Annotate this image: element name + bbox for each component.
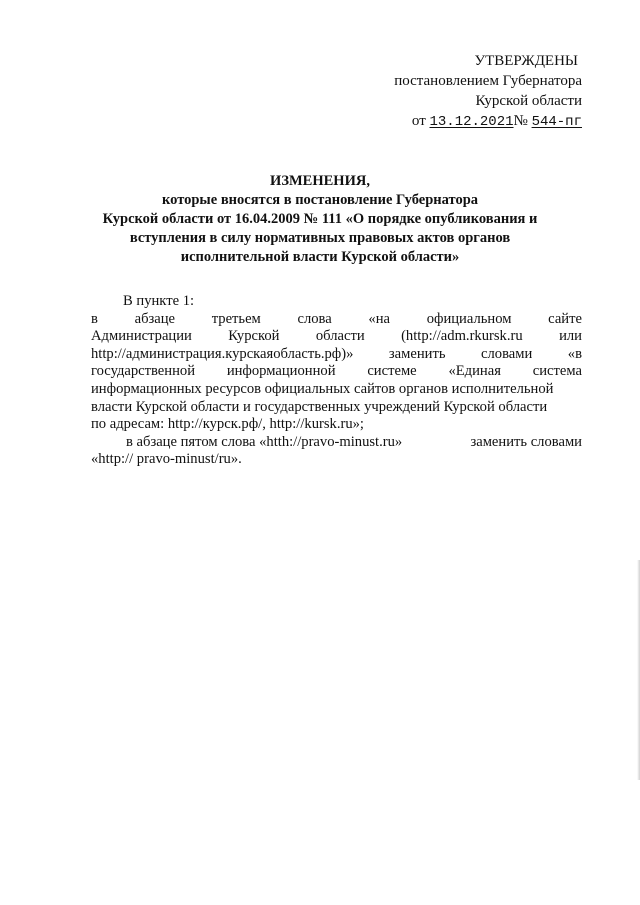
title-line-4: исполнительной власти Курской области»	[180, 249, 460, 265]
phrase: заменить словами	[470, 433, 582, 450]
document-title-block	[100, 172, 540, 267]
title-line-2: Курской области от 16.04.2009 № 111 «О порядке опубликования и	[102, 211, 538, 227]
word: третьем	[211, 310, 261, 327]
document-body	[91, 293, 582, 469]
word: в	[91, 310, 98, 327]
approval-line-decree: постановлением Губернатора	[394, 73, 582, 89]
date-prefix: от	[411, 113, 426, 129]
word: сайте	[548, 310, 582, 327]
word: государственной	[91, 363, 196, 380]
title-line-3: вступления в силу нормативных правовых актов органов	[129, 230, 511, 246]
word: «Единая	[448, 363, 501, 380]
approval-date-line	[342, 111, 582, 132]
approval-heading: УТВЕРЖДЕНЫ	[474, 53, 578, 69]
paragraph-2-line-1	[91, 434, 582, 452]
body-intro: В пункте 1:	[123, 293, 195, 309]
paragraph-1-line-1	[91, 311, 582, 329]
approval-line-region: Курской области	[475, 93, 582, 109]
word: или	[559, 328, 582, 345]
word: слова	[297, 310, 332, 327]
paragraph-1-line-7: по адресам: http://курск.рф/, http://kursk.ru»;	[91, 416, 364, 433]
word: области	[315, 328, 365, 345]
decree-date: 13.12.2021	[429, 114, 514, 130]
word: (http://adm.rkursk.ru	[401, 328, 523, 345]
paragraph-1-line-2	[91, 328, 582, 346]
word: «в	[567, 345, 582, 362]
title-line-1: которые вносятся в постановление Губернатора	[161, 192, 479, 208]
paragraph-1-line-5: информационных ресурсов официальных сайтов органов исполнительной	[91, 380, 554, 397]
paragraph-1-line-4	[91, 363, 582, 381]
number-sign: №	[513, 113, 528, 129]
decree-number: 544-пг	[531, 114, 582, 130]
paragraph-1-line-6: власти Курской области и государственных учреждений Курской области	[91, 398, 548, 415]
phrase: в абзаце пятом слова «htth://pravo-minust.ru»	[126, 433, 403, 450]
word: «на	[368, 310, 390, 327]
word: система	[532, 363, 582, 380]
word: словами	[481, 345, 533, 362]
word: официальном	[426, 310, 512, 327]
approval-stamp-block	[342, 51, 582, 132]
word: абзаце	[134, 310, 176, 327]
word: http://администрация.курскаяобласть.рф)»	[91, 345, 354, 362]
paragraph-2-line-2: «http:// pravo-minust/ru».	[91, 451, 242, 468]
word: информационной	[226, 363, 336, 380]
word: системе	[367, 363, 417, 380]
paragraph-1-line-3	[91, 346, 582, 364]
word: Курской	[228, 328, 280, 345]
word: Администрации	[91, 328, 192, 345]
document-title: ИЗМЕНЕНИЯ,	[270, 173, 370, 189]
word: заменить	[388, 345, 446, 362]
